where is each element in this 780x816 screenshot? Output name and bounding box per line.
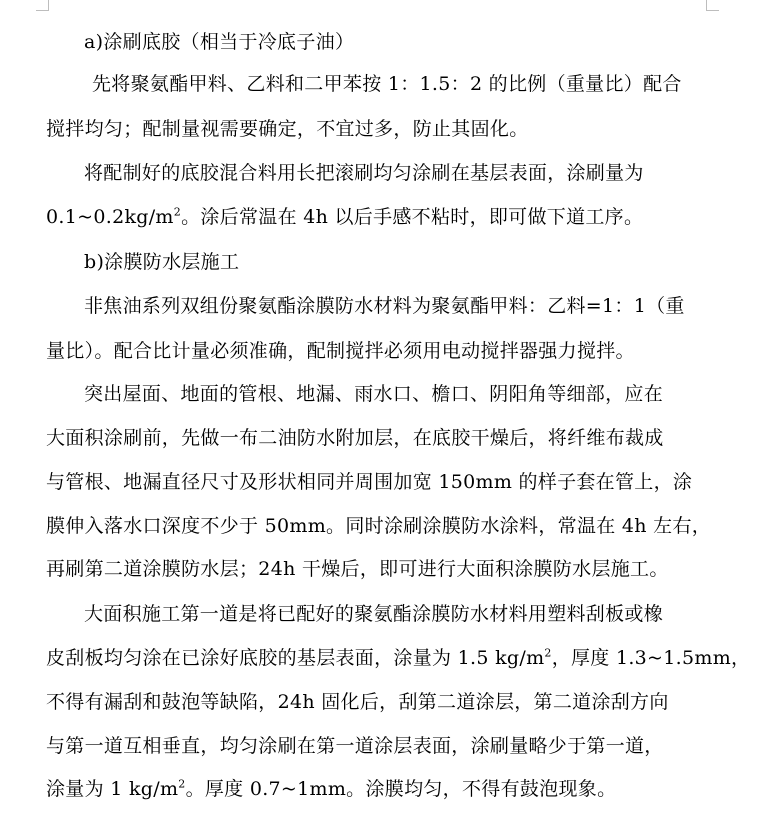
p2-line-1: 将配制好的底胶混合料用长把滚刷均匀涂刷在基层表面，涂刷量为 <box>84 162 644 184</box>
p4-line-2: 大面积涂刷前，先做一布二油防水附加层，在底胶干燥后，将纤维布裁成 <box>46 427 664 449</box>
p1-line-2: 搅拌均匀；配制量视需要确定，不宜过多，防止其固化。 <box>46 118 529 140</box>
p5-line-1: 大面积施工第一道是将已配好的聚氨酯涂膜防水材料用塑料刮板或橡 <box>84 603 664 625</box>
p5-line-5 <box>46 777 716 801</box>
p5-thickness: ，厚度 1.3~1.5mm， <box>551 647 751 669</box>
p5-amount: 皮刮板均匀涂在已涂好底胶的基层表面，涂量为 1.5 kg/m <box>46 647 545 669</box>
p5-line-2 <box>46 646 751 670</box>
p4-line-3: 与管根、地漏直径尺寸及形状相同并周围加宽 150mm 的样子套在管上，涂 <box>46 471 693 493</box>
heading-b: b)涂膜防水层施工 <box>84 251 240 273</box>
p3-line-1: 非焦油系列双组份聚氨酯涂膜防水材料为聚氨酯甲料：乙料=1：1（重 <box>84 295 685 317</box>
p5-line-4: 与第一道互相垂直，均匀涂刷在第一道涂层表面，涂刷量略少于第一道， <box>46 735 664 757</box>
p4-line-1: 突出屋面、地面的管根、地漏、雨水口、檐口、阴阳角等细部，应在 <box>84 383 664 405</box>
p2-superscript: 2 <box>173 205 182 219</box>
p4-line-4: 膜伸入落水口深度不少于 50mm。同时涂刷涂膜防水涂料，常温在 4h 左右， <box>46 515 712 537</box>
p5-superscript-2: 2 <box>178 777 186 791</box>
p5-amount-2: 涂量为 1 kg/m <box>46 778 179 800</box>
p4-line-5: 再刷第二道涂膜防水层；24h 干燥后，即可进行大面积涂膜防水层施工。 <box>46 558 669 580</box>
p5-line-3: 不得有漏刮和鼓泡等缺陷，24h 固化后，刮第二道涂层，第二道涂刮方向 <box>46 691 669 713</box>
p2-line-2 <box>46 205 716 229</box>
p5-superscript-1: 2 <box>544 646 552 660</box>
p1-line-1: 先将聚氨酯甲料、乙料和二甲苯按 1：1.5：2 的比例（重量比）配合 <box>92 73 682 95</box>
heading-a: a)涂刷底胶（相当于冷底子油） <box>84 31 355 53</box>
p2-amount: 0.1~0.2kg/m <box>46 206 174 228</box>
p5-rest: 。厚度 0.7~1mm。涂膜均匀，不得有鼓泡现象。 <box>185 778 617 800</box>
p3-line-2: 量比）。配合比计量必须准确，配制搅拌必须用电动搅拌器强力搅拌。 <box>46 340 635 362</box>
p2-rest: 。涂后常温在 4h 以后手感不粘时，即可做下道工序。 <box>181 206 644 228</box>
